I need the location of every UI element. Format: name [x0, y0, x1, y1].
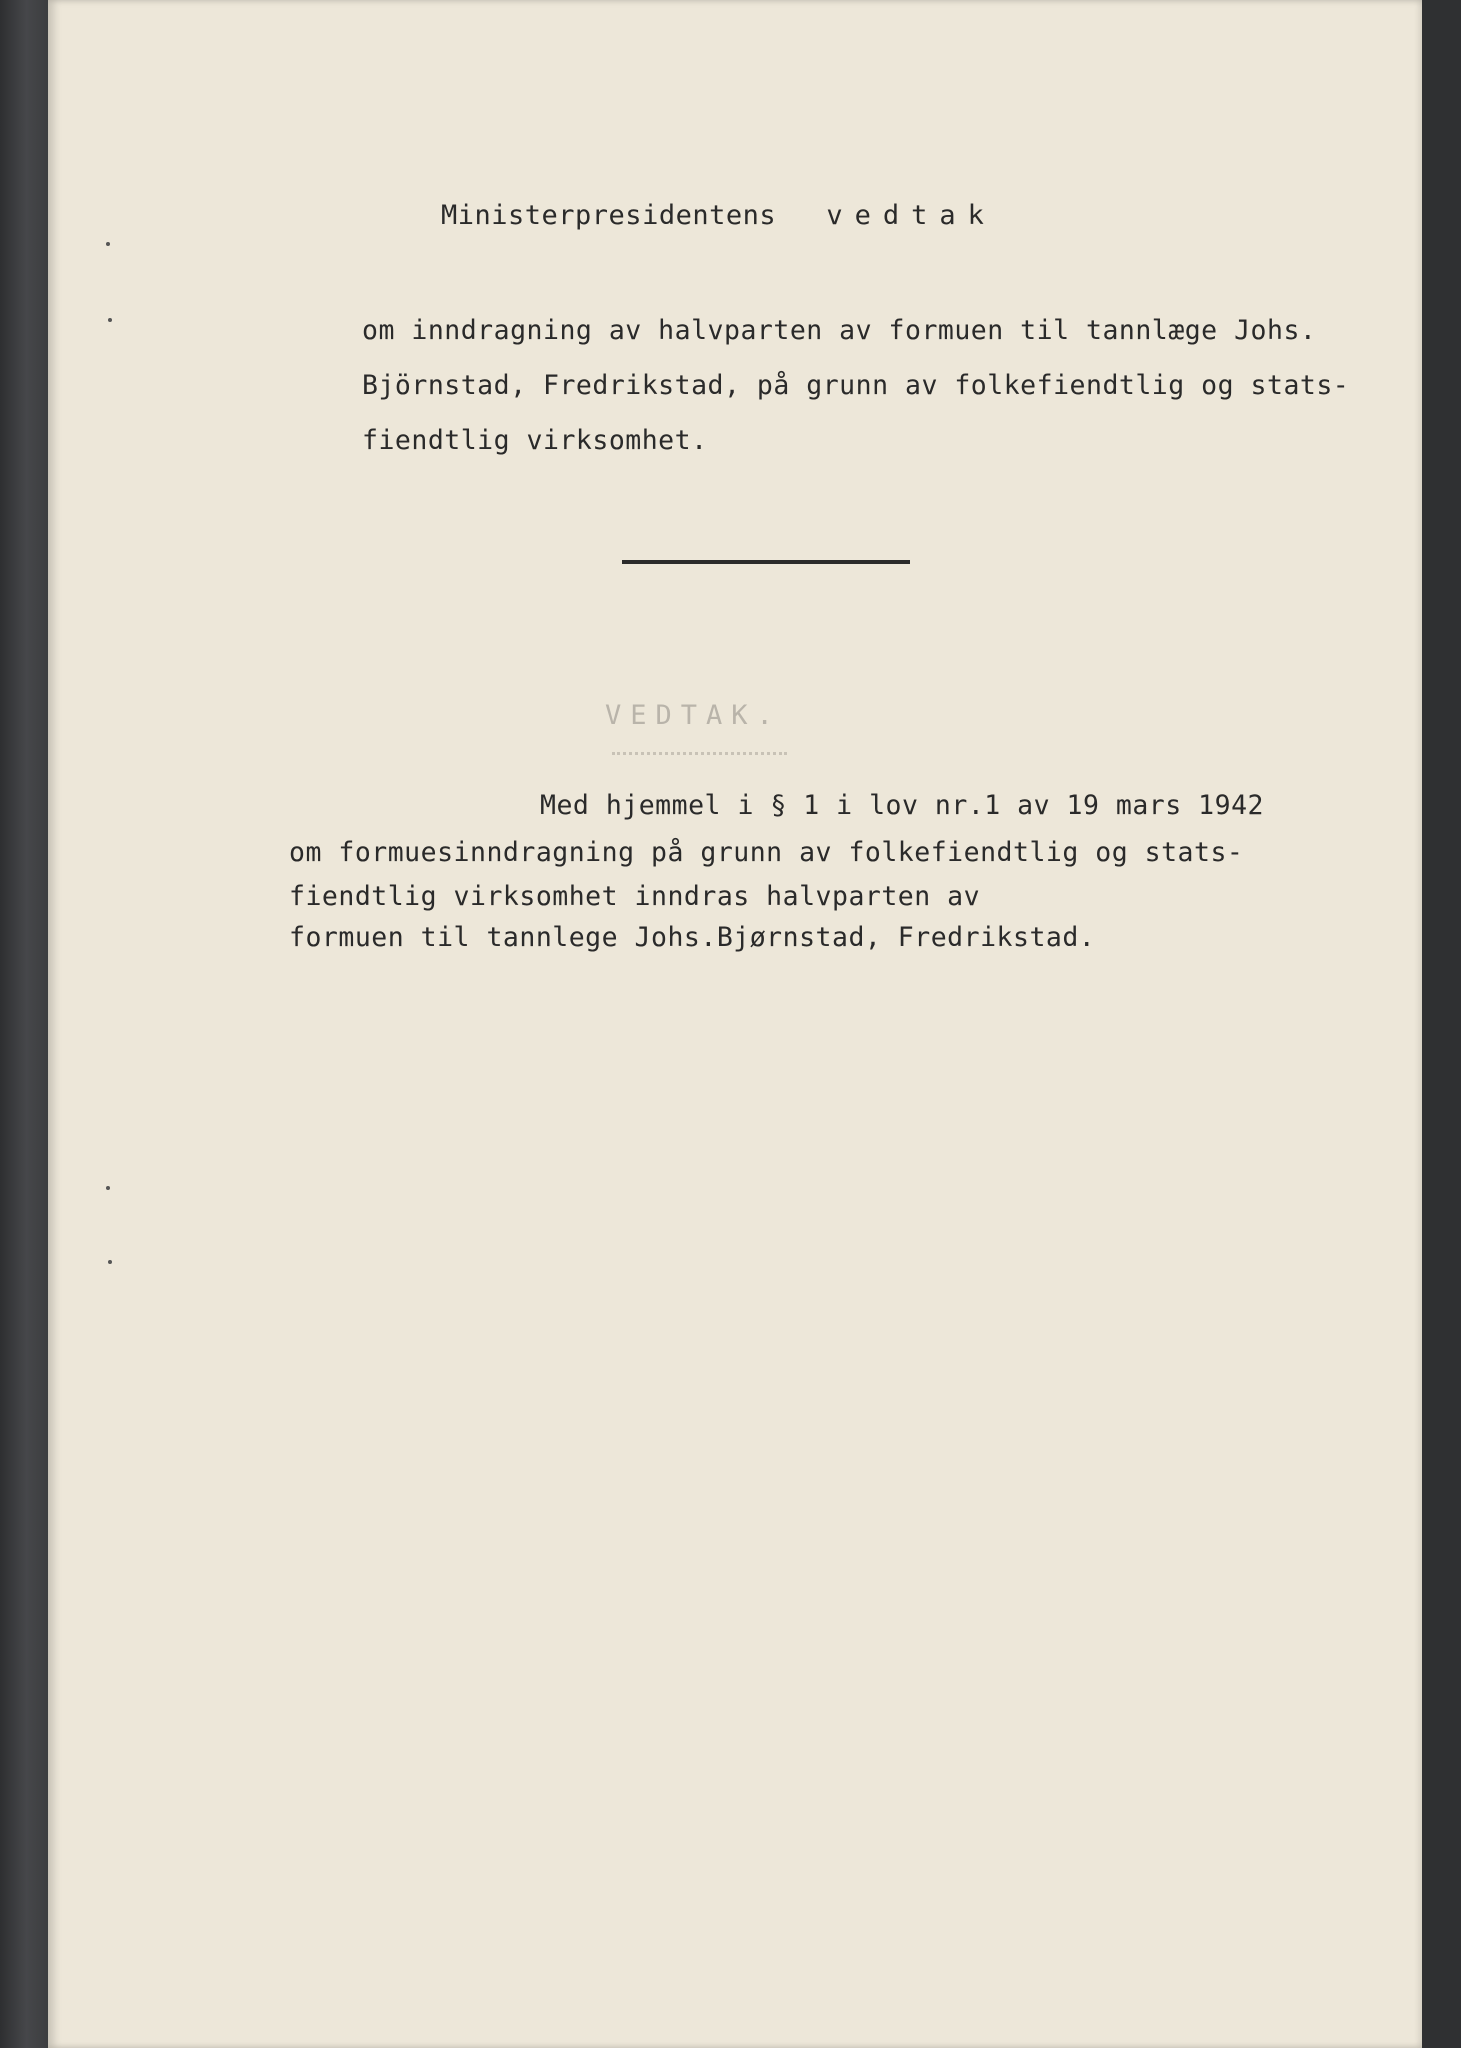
body-line-3: fiendtlig virksomhet inndras halvparten av — [289, 881, 981, 912]
body-line-1: Med hjemmel i § 1 i lov nr.1 av 19 mars 1942 — [540, 790, 1264, 821]
punch-mark — [106, 1186, 110, 1190]
background-edge — [1422, 0, 1461, 2048]
document-title — [441, 200, 996, 231]
subject-line-2: Björnstad, Fredrikstad, på grunn av folkefiendtlig og stats- — [362, 370, 1350, 401]
title-left: Ministerpresidentens — [441, 200, 777, 231]
body-line-2: om formuesinndragning på grunn av folkefiendtlig og stats- — [289, 837, 1244, 868]
separator-rule — [622, 560, 910, 564]
paper-sheet — [48, 0, 1422, 2048]
subject-line-1: om inndragning av halvparten av formuen til tannlæge Johs. — [362, 315, 1317, 346]
title-right: vedtak — [826, 200, 996, 231]
subject-line-3: fiendtlig virksomhet. — [362, 425, 708, 456]
punch-mark — [106, 242, 110, 246]
binding-edge — [0, 0, 48, 2048]
faint-heading-underline — [612, 752, 787, 755]
body-line-4: formuen til tannlege Johs.Bjørnstad, Fredrikstad. — [289, 922, 1096, 953]
punch-mark — [108, 318, 112, 322]
faint-heading: VEDTAK. — [605, 700, 782, 731]
punch-mark — [108, 1260, 112, 1264]
